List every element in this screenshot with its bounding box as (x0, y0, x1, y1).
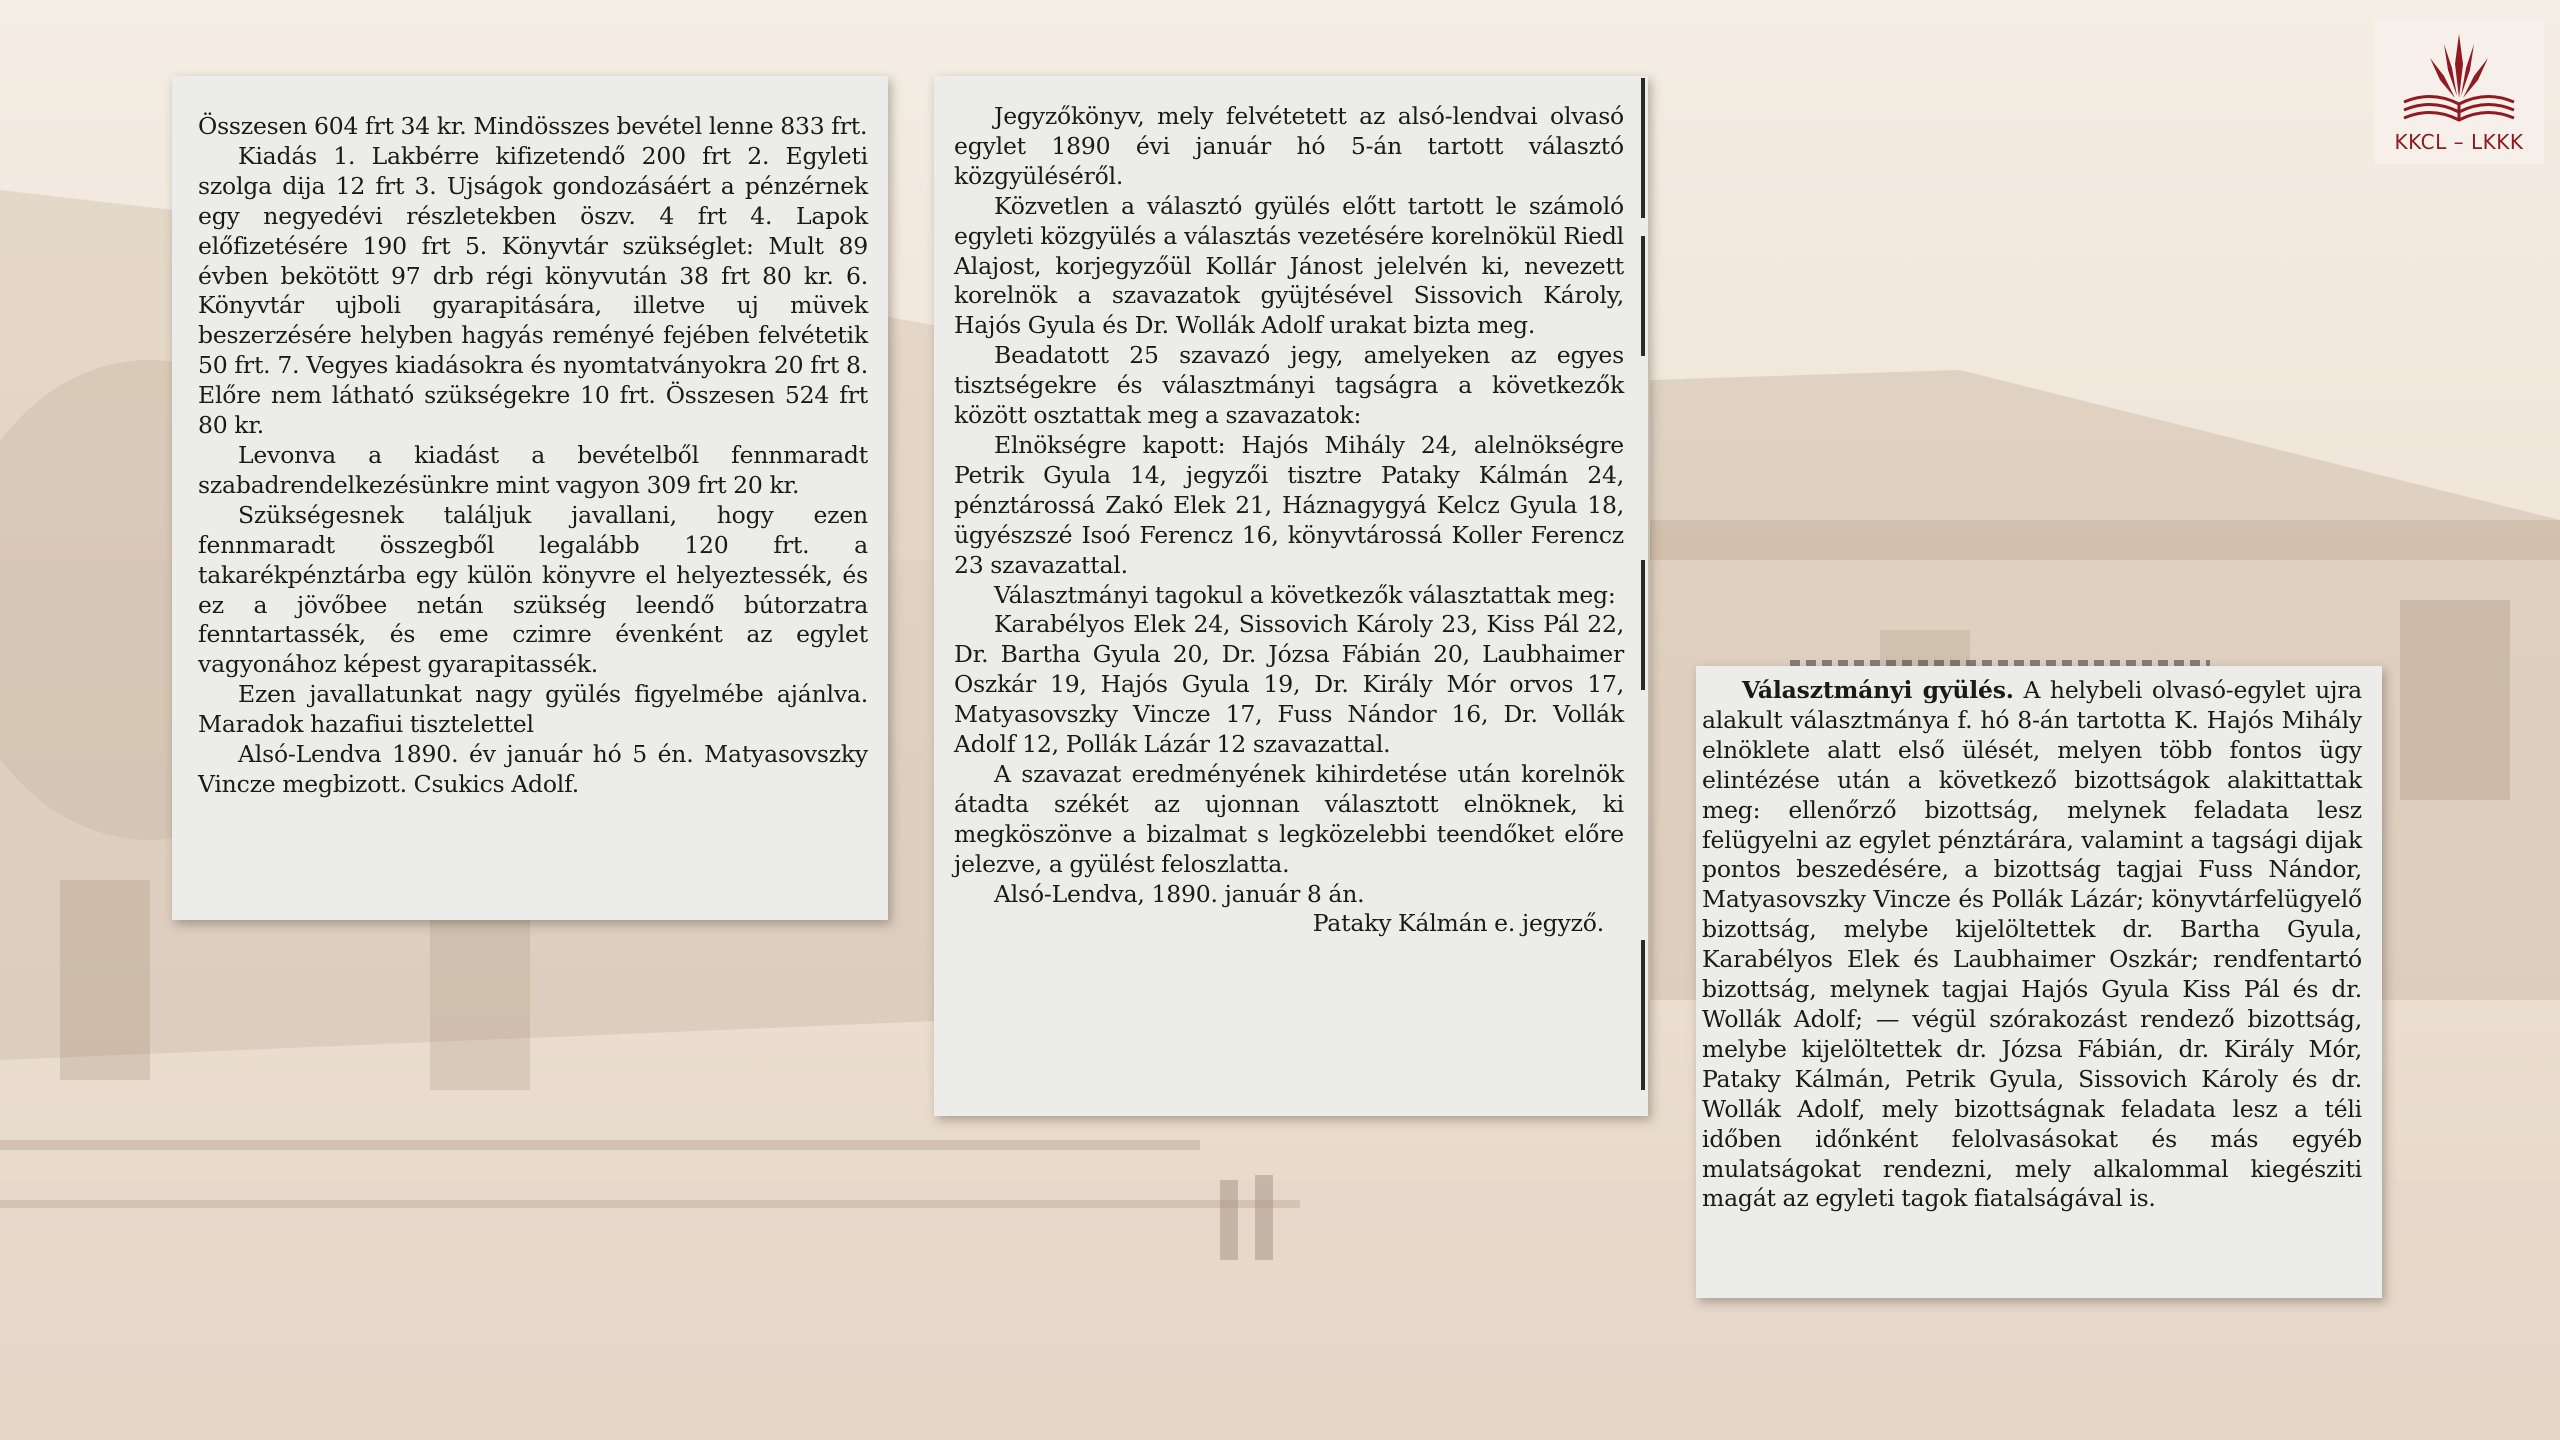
newspaper-clipping-minutes (934, 76, 1648, 1116)
clip3-body: A helybeli olvasó-egylet ujra alakult választmánya f. hó 8-án tartotta K. Hajós Mihály elnöklete alatt első ülését, melyen több fontos ügy elintézése után a következő bizottságok alakittattak meg: ellenőrző bizottság, melynek feladata lesz felügyelni az egylet pénztárára, valamint a tagsági dijak pontos beszedésére, a bizottság tagjai Fuss Nándor, Matyasovszky Vincze és Pollák Lázár; könyvtárfelügyelő bizottság, melybe kijelöltettek dr. Bartha Gyula, Karabélyos Elek és Laubhaimer Oszkár; rendfentartó bizottság, melynek tagjai Hajós Gyula Kiss Pál és dr. Wollák Adolf; — végül szórakozást rendező bizottság, melybe kijelöltettek dr. Józsa Fábián, dr. Király Mór, Pataky Kálmán, Petrik Gyula, Sissovich Károly és dr. Wollák Adolf, mely bizottságnak feladata lesz a téli időben időnként felolvasásokat és más egyéb mulatságokat rendezni, mely alkalommal kiegésziti magát az egyleti tagok fiatalságával is. (1702, 676, 2362, 1213)
clip2-paragraph: Karabélyos Elek 24, Sissovich Károly 23, Kiss Pál 22, Dr. Bartha Gyula 20, Dr. Józsa Fábián 20, Laubhaimer Oszkár 19, Hajós Gyula 19, Dr. Király Mór orvos 17, Matyasovszky Vincze 17, Fuss Nándor 16, Dr. Vollák Adolf 12, Pollák Lázár 12 szavazattal. (954, 610, 1624, 759)
clip2-paragraph: Jegyzőkönyv, mely felvétetett az alsó-lendvai olvasó egylet 1890 évi január hó 5-án tartott választó közgyüléséről. (954, 102, 1624, 190)
logo-text: KKCL – LKKK (2394, 130, 2524, 154)
clip1-paragraph: Kiadás 1. Lakbérre kifizetendő 200 frt 2. Egyleti szolga dija 12 frt 3. Ujságok gondozásáért a pénzérnek egy negyedévi részletekben öszv. 4 frt 4. Lapok előfizetésére 190 frt 5. Könyvtár szükséglet: Mult 89 évben bekötött 97 drb régi könyvután 38 frt 80 kr. 6. Könyvtár ujboli gyarapitására, illetve uj müvek beszerzésére helyben hagyás reményé fejében felvétetik 50 frt. 7. Vegyes kiadásokra és nyomtatványokra 20 frt 8. Előre nem látható szükségekre 10 frt. Összesen 524 frt 80 kr. (198, 141, 868, 440)
clip2-paragraph: Közvetlen a választó gyülés előtt tartott le számoló egyleti közgyülés a választás vezetésére korelnökül Riedl Alajost, korjegyzőül Kollár Jánost jelelvén ki, nevezett korelnök a szavazatok gyüjtésével Sissovich Károly, Hajós Gyula és Dr. Wollák Adolf urakat bizta meg. (954, 191, 1624, 340)
clip2-paragraph: A szavazat eredményének kihirdetése után korelnök átadta székét az ujonnan választott elnöknek, ki megköszönve a bizalmat s legközelebbi teendőket előre jelezve, a gyülést feloszlatta. (954, 759, 1624, 878)
clip1-paragraph: Összesen 604 frt 34 kr. Mindösszes bevétel lenne 833 frt. (198, 112, 868, 140)
column-rule (1641, 78, 1645, 218)
clip2-paragraph: Elnökségre kapott: Hajós Mihály 24, alelnökségre Petrik Gyula 14, jegyzői tisztre Pataky Kálmán 24, pénztárossá Zakó Elek 21, Háznagygyá Kelcz Gyula 18, ügyészszé Isoó Ferencz 16, könyvtárossá Koller Ferencz 23 szavazattal. (954, 430, 1624, 579)
clip2-paragraph: Beadatott 25 szavazó jegy, amelyeken az egyes tisztségekre és választmányi tagságra a következők között osztattak meg a szavazatok: (954, 341, 1624, 430)
clip1-paragraph: Ezen javallatunkat nagy gyülés figyelmébe ajánlva. Maradok hazafiui tisztelettel (198, 680, 868, 739)
clip2-place-date: Alsó-Lendva, 1890. január 8 án. (994, 879, 1365, 908)
column-rule (1641, 940, 1645, 1090)
clip1-paragraph: Szükségesnek találjuk javallani, hogy ezen fennmaradt összegből legalább 120 frt. a takarékpénztárba egy külön könyvre el helyeztessék, és ez a jövőbee netán szükség leendő bútorzatra fenntartassék, és eme czimre évenként az egylet vagyonához képest gyarapitassék. (198, 500, 868, 679)
newspaper-clipping-budget (172, 76, 888, 920)
clip1-paragraph: Levonva a kiadást a bevételből fennmaradt szabadrendelkezésünkre mint vagyon 309 frt 20 kr. (198, 440, 868, 499)
clip2-paragraph: Választmányi tagokul a következők választattak meg: (994, 580, 1616, 609)
book-wheat-logo-icon (2394, 24, 2524, 128)
column-rule (1641, 560, 1645, 690)
column-rule (1641, 236, 1645, 356)
clip3-paragraph (1702, 676, 2362, 1214)
newspaper-clipping-committee (1696, 666, 2382, 1298)
clip3-heading: Választmányi gyülés. (1742, 676, 2014, 704)
library-logo (2374, 18, 2544, 164)
clip2-signature: Pataky Kálmán e. jegyző. (1312, 909, 1604, 938)
clip1-paragraph: Alsó-Lendva 1890. év január hó 5 én. Matyasovszky Vincze megbizott. Csukics Adolf. (198, 740, 868, 798)
